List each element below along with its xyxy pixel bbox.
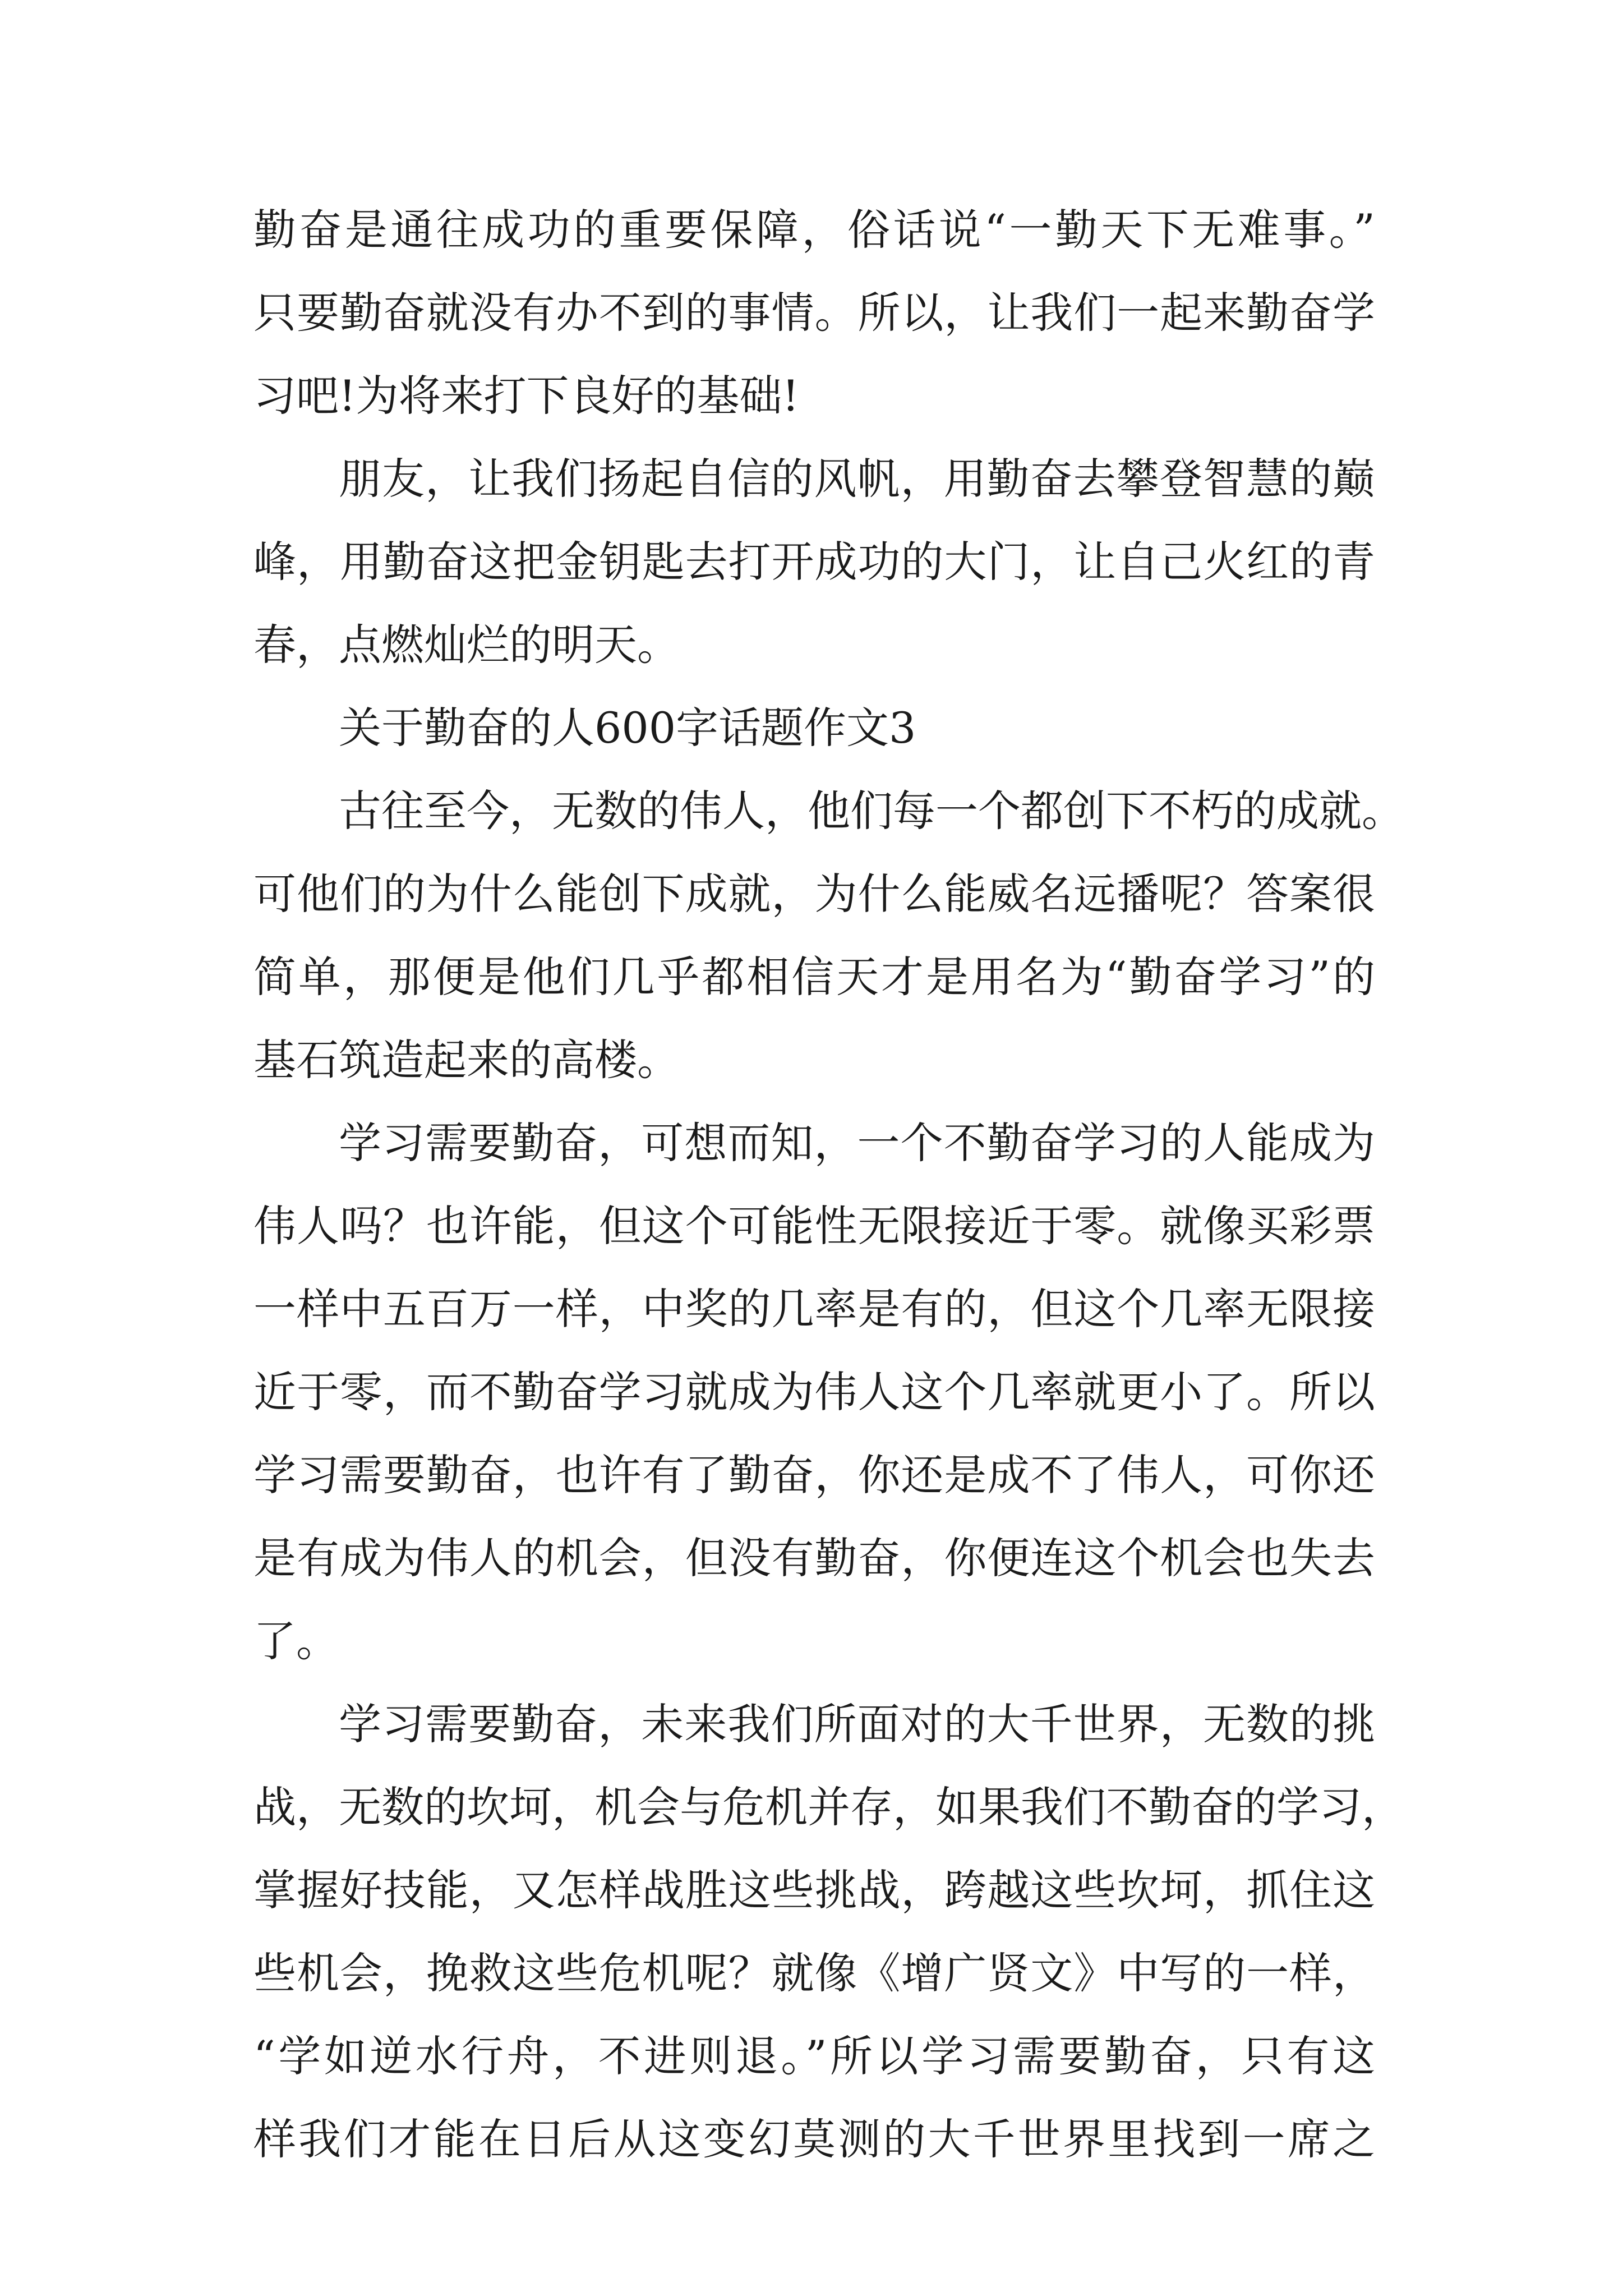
text-line: 近于零，而不勤奋学习就成为伟人这个几率就更小了。所以 [253, 1367, 1375, 1417]
text-line: 可他们的为什么能创下成就，为什么能威名远播呢？答案很 [253, 869, 1375, 919]
text-line: 样我们才能在日后从这变幻莫测的大千世界里找到一席之 [253, 2114, 1375, 2164]
text-line: 峰，用勤奋这把金钥匙去打开成功的大门，让自己火红的青 [253, 537, 1375, 587]
text-line: 朋友，让我们扬起自信的风帆，用勤奋去攀登智慧的巅 [339, 454, 1375, 504]
text-line: 了。 [253, 1616, 339, 1666]
text-line: 古往至今，无数的伟人，他们每一个都创下不朽的成就。 [339, 786, 1404, 836]
text-line: 只要勤奋就没有办不到的事情。所以，让我们一起来勤奋学 [253, 288, 1375, 338]
text-line: 简单，那便是他们几乎都相信天才是用名为“勤奋学习”的 [253, 952, 1375, 1002]
text-line: 学习需要勤奋，也许有了勤奋，你还是成不了伟人，可你还 [253, 1450, 1375, 1500]
text-line: 一样中五百万一样，中奖的几率是有的，但这个几率无限接 [253, 1284, 1375, 1334]
text-line: 学习需要勤奋，未来我们所面对的大千世界，无数的挑 [339, 1699, 1375, 1749]
text-line: 习吧!为将来打下良好的基础! [253, 371, 800, 421]
section-heading: 关于勤奋的人600字话题作文3 [339, 703, 916, 753]
text-line: “学如逆水行舟，不进则退。”所以学习需要勤奋，只有这 [253, 2031, 1375, 2081]
text-line: 伟人吗？也许能，但这个可能性无限接近于零。就像买彩票 [253, 1201, 1375, 1251]
text-line: 掌握好技能，又怎样战胜这些挑战，跨越这些坎坷，抓住这 [253, 1865, 1375, 1915]
text-line: 些机会，挽救这些危机呢？就像《增广贤文》中写的一样， [253, 1948, 1375, 1998]
text-line: 学习需要勤奋，可想而知，一个不勤奋学习的人能成为 [339, 1118, 1375, 1168]
text-line: 是有成为伟人的机会，但没有勤奋，你便连这个机会也失去 [253, 1533, 1375, 1583]
text-line: 战，无数的坎坷，机会与危机并存，如果我们不勤奋的学习， [253, 1782, 1404, 1832]
text-line: 基石筑造起来的高楼。 [253, 1035, 680, 1085]
text-line: 勤奋是通往成功的重要保障，俗话说“一勤天下无难事。” [253, 205, 1375, 255]
text-line: 春，点燃灿烂的明天。 [253, 620, 680, 670]
